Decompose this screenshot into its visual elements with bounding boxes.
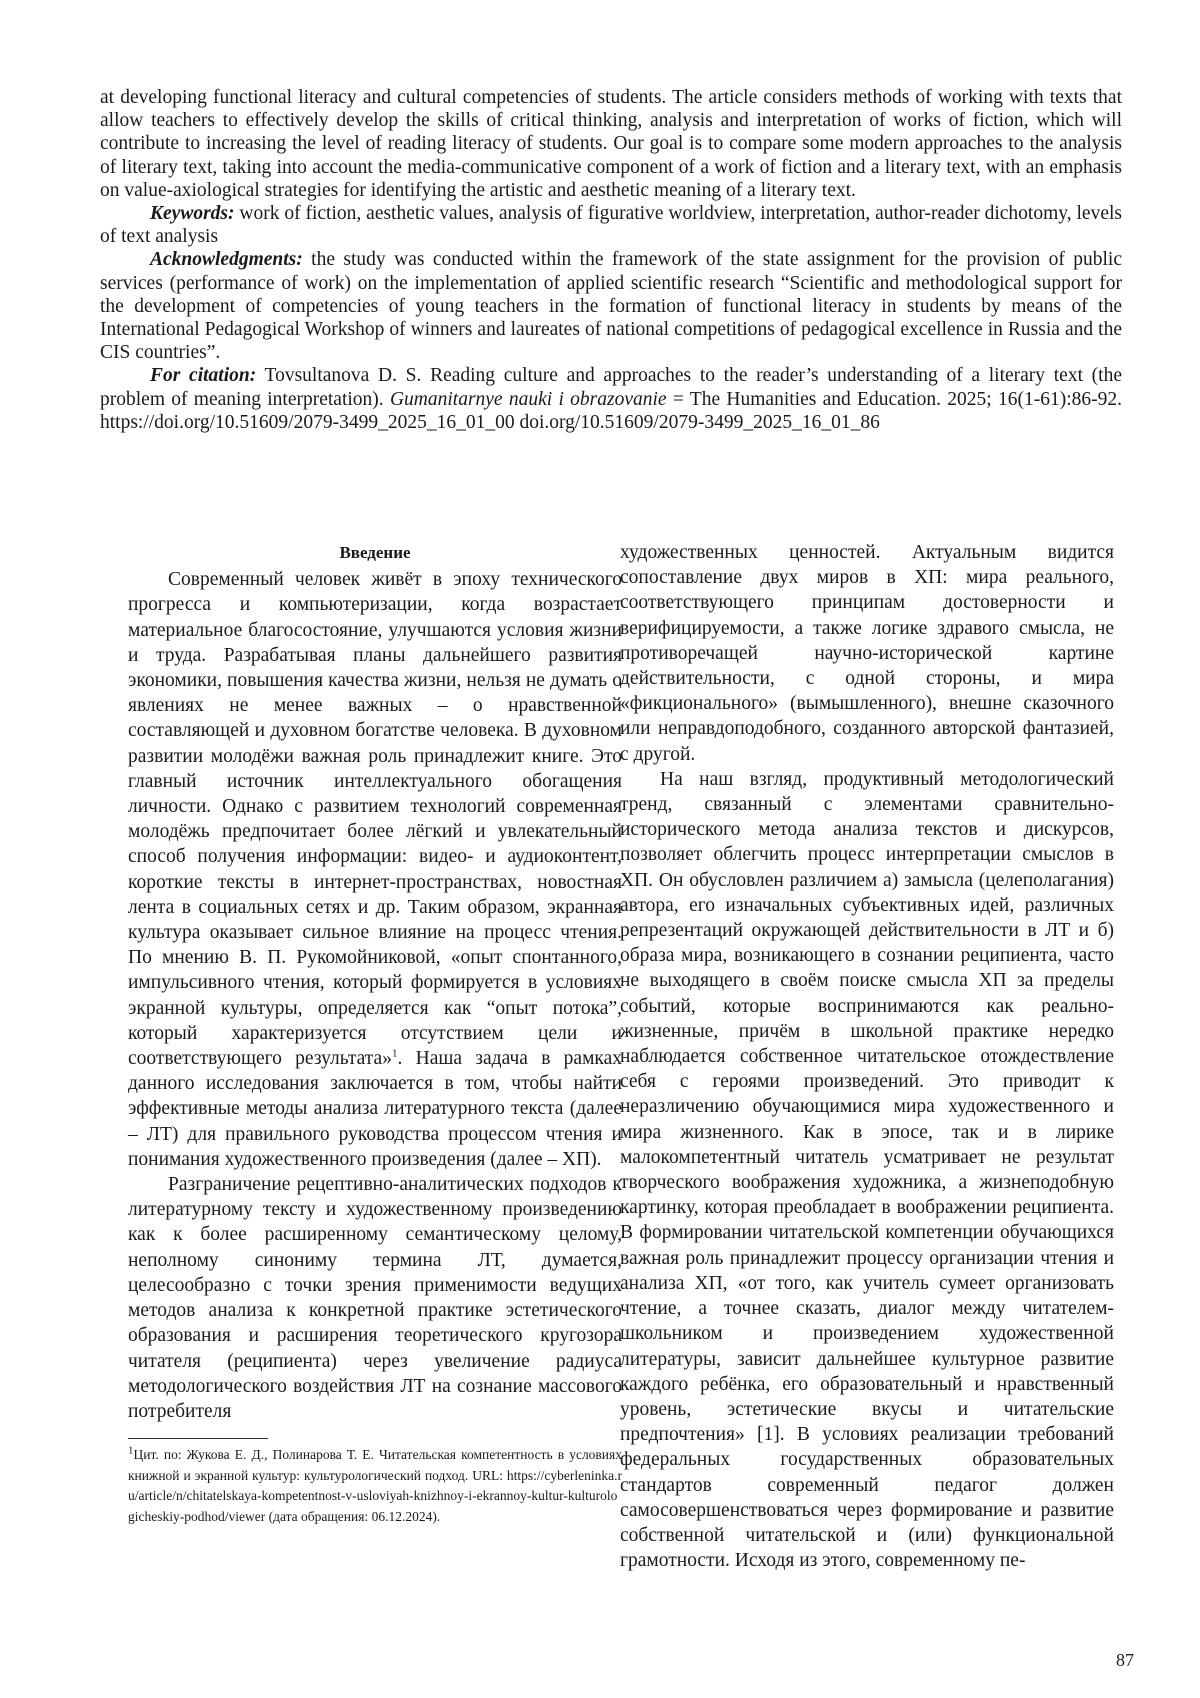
intro-paragraph-2: Разграничение рецептивно-аналитических подходов к литературному тексту и художественному произведению как к более расширенному семантическому целому, неполному синониму термина ЛТ, думается, целесообразно с точки зрения применимости ведущих методов анализа к конкретной практике эстетического образования и расширения теоретического кругозора читателя (реципиента) через увеличение радиуса методологического воздействия ЛТ на сознание массового потребителя xyxy=(128,1174,622,1422)
citation-paragraph xyxy=(100,364,1122,434)
section-heading: Введение xyxy=(339,543,411,562)
acknowledgments-label: Acknowledgments: xyxy=(150,249,303,271)
footnote-reference[interactable]: 1 xyxy=(391,1047,398,1060)
right-paragraph-continued: художественных ценностей. Актуальным видится сопоставление двух миров в ХП: мира реального, соответствующего принципам достоверности и верифицируемости, а также логике здравого смысла, не противоречащей научно-исторической картине действительности, с одной стороны, и мира «фикционального» (вымышленного), внешне сказочного или неправдоподобного, созданного авторской фантазией, с другой. xyxy=(620,542,1114,765)
footnote-access-date: (дата обращения: 06.12.2024). xyxy=(265,1508,441,1524)
left-column xyxy=(128,540,622,1527)
citation-journal: Gumanitarnye nauki i obrazovanie xyxy=(389,388,667,410)
right-paragraph-2: На наш взгляд, продуктивный методологический тренд, связанный с элементами сравнительно-исторического метода анализа текстов и дискурсов, позволяет облегчить процесс интерпретации смыслов в ХП. Он обусловлен различием а) замысла (целеполагания) автора, его изначальных субъективных идей, различных репрезентаций окружающей действительности в ЛТ и б) образа мира, возникающего в сознании реципиента, часто не выходящего в своём поиске смысла ХП за пределы событий, которые воспринимаются как реально-жизненные, причём в школьной практике нередко наблюдается собственное читательское отождествление себя с героями произведений. Это приводит к неразличению обучающимися мира художественного и мира жизненного. Как в эпосе, так и в лирике малокомпетентный читатель усматривает не результат творческого воображения художника, а жизнеподобную картинку, которая преобладает в воображении реципиента. В формировании читательской компетенции обучающихся важная роль принадлежит процессу организации чтения и анализа ХП, «от того, как учитель сумеет организовать чтение, а точнее сказать, диалог между читателем-школьником и произведением художественной литературы, зависит дальнейшее культурное развитие каждого ребёнка, его образовательный и нравственный уровень, эстетические вкусы и читательские предпочтения» [1]. В условиях реализации требований федеральных государственных образовательных стандартов современный педагог должен самосовершенствоваться через формирование и развитие собственной читательской и (или) функциональной грамотности. Исходя из этого, современному пе- xyxy=(620,768,1114,1572)
intro-paragraph-1-text-b: . Наша задача в рамках данного исследования заключается в том, чтобы найти эффективные методы анализа литературного текста (далее – ЛТ) для правильного руководства процессом чтения и понимания художественного произведения (далее – ХП). xyxy=(128,1048,623,1170)
keywords-paragraph xyxy=(100,202,1122,248)
page-number: 87 xyxy=(1116,1650,1134,1670)
citation-rest: = The Humanities and Education. 2025; 16(1-61):86-92. https://doi.org/10.51609/2079-3499_2025_16_01_00 doi.org/10.51609/2079-3499_2025_16_01_86 xyxy=(100,388,1122,433)
citation-label: For citation: xyxy=(150,365,257,387)
footnote-text: Цит. по: Жукова Е. Д., Полинарова Т. Е. Читательская компетентность в условиях книжной и экранной культур: культурологический подход. URL: xyxy=(128,1447,622,1483)
footnote-divider xyxy=(128,1438,268,1439)
citation-text: Tovsultanova D. S. Reading culture and approaches to the reader’s understanding of a literary text (the problem of meaning interpretation). xyxy=(100,365,1122,410)
keywords-text: work of fiction, aesthetic values, analysis of figurative worldview, interpretation, author-reader dichotomy, levels of text analysis xyxy=(100,203,1122,248)
abstract-block xyxy=(100,86,1122,434)
intro-paragraph-1-text-a: Современный человек живёт в эпоху технического прогресса и компьютеризации, когда возрастает материальное благосостояние, улучшаются условия жизни и труда. Разрабатывая планы дальнейшего развития экономики, повышения качества жизни, нельзя не думать о явлениях не менее важных – о нравственной составляющей и духовном богатстве человека. В духовном развитии молодёжи важная роль принадлежит книге. Это главный источник интеллектуального обогащения личности. Однако с развитием технологий современная молодёжь предпочитает более лёгкий и увлекательный способ получения информации: видео- и аудиоконтент, короткие тексты в интернет-пространствах, новостная лента в социальных сетях и др. Таким образом, экранная культура оказывает сильное влияние на процесс чтения. По мнению В. П. Рукомойниковой, «опыт спонтанного, импульсивного чтения, который формируется в условиях экранной культуры, определяется как “опыт потока”, который характеризуется отсутствием цели и соответствующего результата» xyxy=(128,569,622,1070)
footnote-url-link[interactable]: https://cyberleninka.ru/article/n/chitatelskaya-kompetentnost-v-usloviyah-knizhnoy-i-ekrannoy-kultur-kulturologicheskiy-podhod/viewer xyxy=(128,1467,622,1524)
abstract-text: at developing functional literacy and cultural competencies of students. The article considers methods of working with texts that allow teachers to effectively develop the skills of critical thinking, analysis and interpretation of works of fiction, which will contribute to increasing the level of reading literacy of students. Our goal is to compare some modern approaches to the analysis of literary text, taking into account the media-communicative component of a work of fiction and a literary text, with an emphasis on value-axiological strategies for identifying the artistic and aesthetic meaning of a literary text. xyxy=(100,87,1122,201)
intro-paragraph-1 xyxy=(128,567,622,1172)
acknowledgments-paragraph xyxy=(100,248,1122,364)
footnote-mark: 1 xyxy=(128,1444,134,1457)
footnote xyxy=(128,1445,622,1527)
acknowledgments-text: the study was conducted within the framework of the state assignment for the provision of public services (performance of work) on the implementation of applied scientific research “Scientific and methodological support for the development of competencies of young teachers in the formation of functional literacy in students by means of the International Pedagogical Workshop of winners and laureates of national competitions of pedagogical excellence in Russia and the CIS countries”. xyxy=(100,249,1122,364)
right-column xyxy=(620,540,1114,1573)
keywords-label: Keywords: xyxy=(150,203,235,225)
